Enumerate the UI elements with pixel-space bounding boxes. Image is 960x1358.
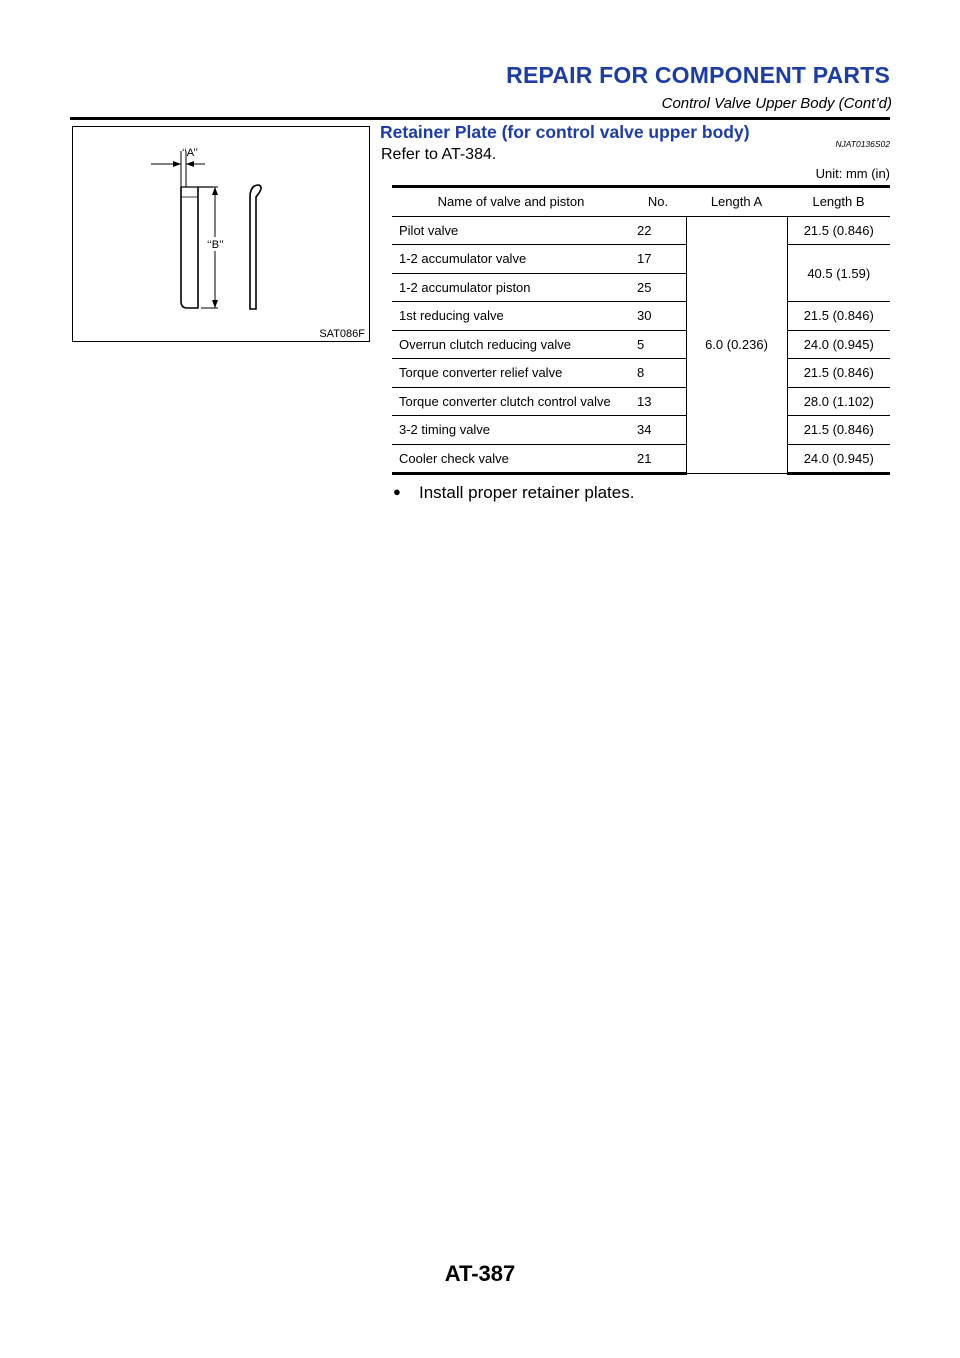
- cell-no: 8: [630, 359, 686, 388]
- cell-name: Pilot valve: [392, 216, 630, 245]
- cell-length-b: 24.0 (0.945): [787, 444, 890, 474]
- cell-name: Overrun clutch reducing valve: [392, 330, 630, 359]
- column-header-length-a: Length A: [686, 187, 787, 217]
- cell-name: 1-2 accumulator piston: [392, 273, 630, 302]
- dim-a-left-arrowhead: [173, 161, 181, 167]
- cell-name: Torque converter clutch control valve: [392, 387, 630, 416]
- cell-name: Torque converter relief valve: [392, 359, 630, 388]
- section-title: Retainer Plate (for control valve upper body): [380, 122, 750, 142]
- table-row: [392, 359, 890, 388]
- cell-name: 3-2 timing valve: [392, 416, 630, 445]
- install-note: [393, 483, 634, 503]
- table-row: [392, 302, 890, 331]
- table-header-row: [392, 187, 890, 217]
- column-header-no: No.: [630, 187, 686, 217]
- retainer-plate-table: [392, 185, 890, 475]
- cell-no: 30: [630, 302, 686, 331]
- cell-no: 21: [630, 444, 686, 474]
- note-text: Install proper retainer plates.: [419, 483, 635, 502]
- retainer-plate-drawing: [73, 127, 371, 343]
- reference-text: Refer to AT-384.: [381, 146, 497, 163]
- cell-length-b: 21.5 (0.846): [787, 302, 890, 331]
- plate-front-outline: [181, 187, 198, 308]
- column-header-name: Name of valve and piston: [392, 187, 630, 217]
- section-code: NJAT0136S02: [835, 139, 890, 149]
- cell-no: 34: [630, 416, 686, 445]
- plate-side-view: [250, 185, 261, 309]
- cell-length-b: 21.5 (0.846): [787, 216, 890, 245]
- cell-length-b: 24.0 (0.945): [787, 330, 890, 359]
- cell-name: Cooler check valve: [392, 444, 630, 474]
- cell-no: 22: [630, 216, 686, 245]
- dim-a-label: ‘‘A’’: [182, 147, 198, 159]
- cell-no: 5: [630, 330, 686, 359]
- unit-label: Unit: mm (in): [815, 166, 890, 181]
- cell-length-b: 21.5 (0.846): [787, 359, 890, 388]
- cell-no: 17: [630, 245, 686, 274]
- dim-b-label: ‘‘B’’: [207, 239, 224, 251]
- cell-name: 1st reducing valve: [392, 302, 630, 331]
- table-row: [392, 330, 890, 359]
- column-header-length-b: Length B: [787, 187, 890, 217]
- cell-no: 13: [630, 387, 686, 416]
- cell-length-b: 21.5 (0.846): [787, 416, 890, 445]
- cell-length-a: 6.0 (0.236): [686, 216, 787, 474]
- table-row: [392, 444, 890, 474]
- retainer-plate-figure: [72, 126, 370, 342]
- table-row: [392, 216, 890, 245]
- dim-a-right-arrowhead: [186, 161, 194, 167]
- dim-b-top-arrowhead: [212, 187, 218, 195]
- cell-length-b: 28.0 (1.102): [787, 387, 890, 416]
- dim-b-bottom-arrowhead: [212, 300, 218, 308]
- cell-name: 1-2 accumulator valve: [392, 245, 630, 274]
- table-row: [392, 245, 890, 274]
- page-header-subtitle: Control Valve Upper Body (Cont’d): [661, 95, 892, 112]
- table-row: [392, 416, 890, 445]
- page-header-title: REPAIR FOR COMPONENT PARTS: [506, 62, 890, 88]
- page-number: AT-387: [444, 1261, 516, 1286]
- header-rule: [70, 117, 890, 120]
- table-row: [392, 387, 890, 416]
- cell-no: 25: [630, 273, 686, 302]
- cell-length-b: 40.5 (1.59): [787, 245, 890, 302]
- figure-id: SAT086F: [319, 328, 365, 340]
- bullet-icon: ●: [393, 484, 401, 499]
